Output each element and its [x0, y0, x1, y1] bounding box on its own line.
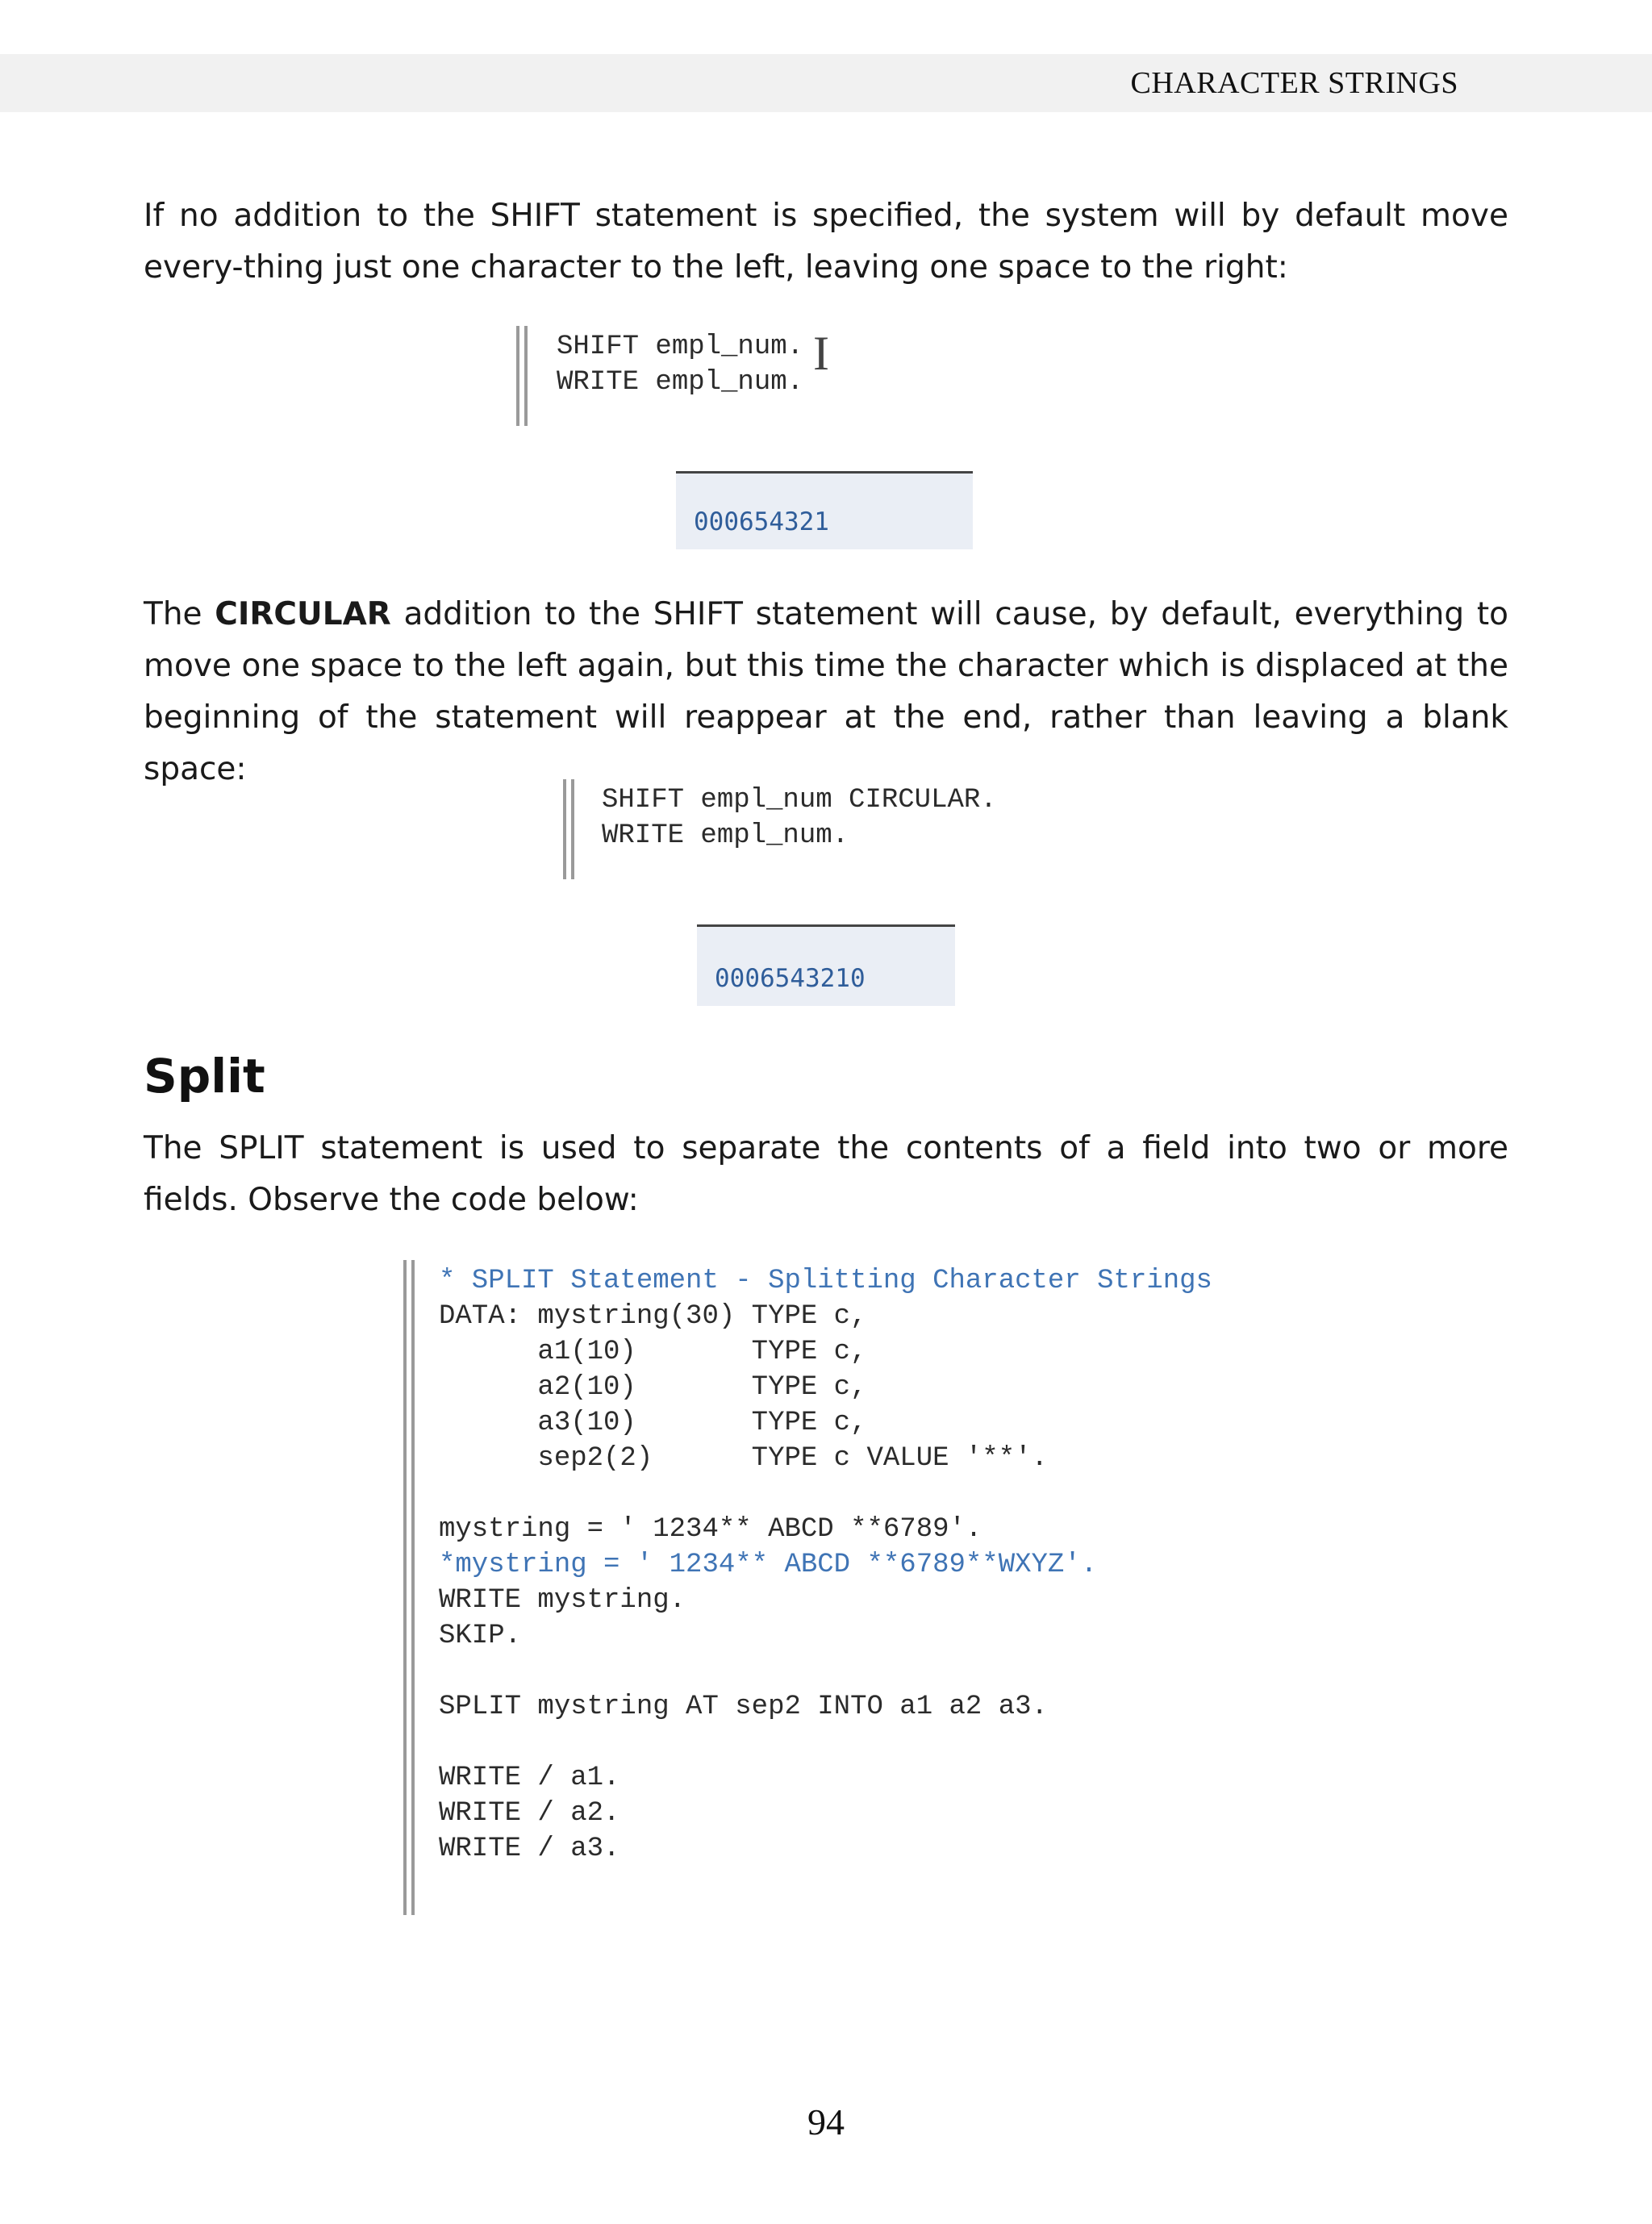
output-value: 0006543210 [715, 964, 866, 993]
code-line: WRITE / a1. [439, 1763, 620, 1793]
code-line-blank [439, 1476, 1212, 1512]
code-block-split [403, 1260, 1291, 1915]
code-line: a2(10) TYPE c, [439, 1372, 867, 1403]
code-line: sep2(2) TYPE c VALUE '**'. [439, 1443, 1048, 1474]
code-line: WRITE empl_num. [557, 367, 804, 398]
paragraph-shift-default: If no addition to the SHIFT statement is specified, the system will by default move every-thing just one character to the left, leaving one space to the right: [144, 198, 1508, 286]
code-line: a1(10) TYPE c, [439, 1337, 867, 1367]
code-line: SHIFT empl_num. [557, 332, 804, 362]
section-heading-split: Split [144, 1049, 265, 1104]
paragraph-text: The [144, 596, 215, 632]
code-gutter-bar [563, 779, 574, 879]
running-header-title: CHARACTER STRINGS [1130, 66, 1458, 100]
code-comment-line: *mystring = ' 1234** ABCD **6789**WXYZ'. [439, 1550, 1098, 1580]
output-box-shift-circular [697, 924, 955, 1006]
code-gutter-bar [403, 1260, 415, 1915]
code-line: DATA: mystring(30) TYPE c, [439, 1301, 867, 1332]
paragraph-shift-circular [144, 589, 1508, 795]
code-line-blank [439, 1654, 1212, 1689]
code-line: a3(10) TYPE c, [439, 1408, 867, 1438]
running-header [0, 54, 1652, 112]
page-number: 94 [807, 2101, 845, 2143]
text-cursor-icon: I [813, 327, 829, 380]
code-line: SPLIT mystring AT sep2 INTO a1 a2 a3. [439, 1692, 1048, 1722]
code-line: WRITE mystring. [439, 1585, 686, 1616]
output-value: 000654321 [694, 507, 829, 536]
code-line: SKIP. [439, 1621, 522, 1651]
code-block-shift [516, 326, 871, 426]
code-line: WRITE / a2. [439, 1798, 620, 1829]
paragraph-split: The SPLIT statement is used to separate the contents of a field into two or more fields. Observe the code below: [144, 1130, 1508, 1218]
code-gutter-bar [516, 326, 528, 426]
paragraph-text: addition to the SHIFT statement will cause, by default, everything to move one space to the left again, but this time the character which is displaced at the beginning of the statement will reappear at the end, rather than leaving a blank space: [144, 596, 1509, 787]
output-box-shift [676, 471, 973, 549]
keyword-circular: CIRCULAR [215, 596, 391, 632]
code-line-blank [439, 1725, 1212, 1760]
code-block-shift-circular [563, 779, 1015, 879]
code-line: SHIFT empl_num CIRCULAR. [602, 785, 997, 816]
code-comment-line: * SPLIT Statement - Splitting Character Strings [439, 1266, 1212, 1296]
code-line: mystring = ' 1234** ABCD **6789'. [439, 1514, 982, 1545]
code-line: WRITE / a3. [439, 1834, 620, 1864]
code-line: WRITE empl_num. [602, 820, 849, 851]
